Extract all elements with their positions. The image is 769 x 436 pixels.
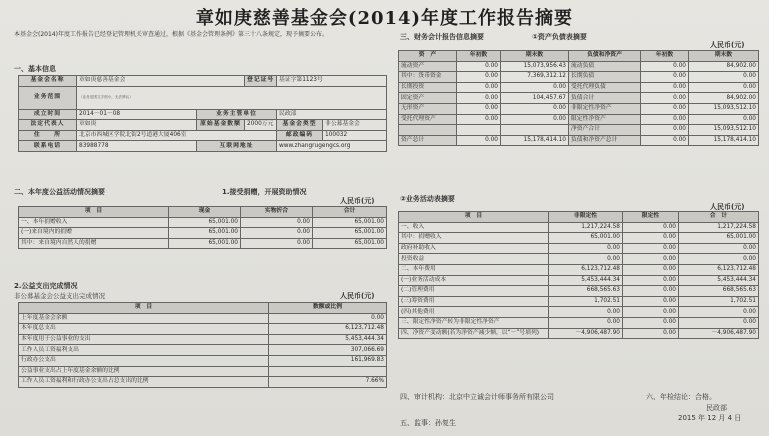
row-label-cell: (一)业务活动成本 [399,275,549,286]
value-cell: 0.00 [501,82,569,93]
column-header: 限定性 [623,212,679,223]
value-cell: 65,001.00 [549,233,623,244]
finance-heading: 三、财务会计报告信息摘要 [400,33,484,41]
value-cell: 非公募基金会 [323,120,387,131]
table-row [399,93,759,104]
value-cell: 0.00 [641,82,689,93]
table-row [399,286,759,297]
value-cell: 0.00 [623,328,679,339]
value-cell: 1,217,224.58 [549,222,623,233]
table-row [399,307,759,318]
row-label-cell: 长期投资 [399,82,457,93]
label-cell: 基金会类型 [277,120,323,131]
value-cell: 0.00 [457,135,501,146]
value-cell: 2000万元 [245,120,277,131]
value-cell: 15,093,512.10 [689,125,759,136]
value-cell: 0.00 [623,222,679,233]
value-cell [501,125,569,136]
label-cell: 登记证号 [245,76,277,87]
value-cell: 0.00 [549,307,623,318]
row-label-cell [399,125,457,136]
issue-date: 2015 年 12 月 4 日 [678,414,742,422]
row-label-cell: 政府补助收入 [399,243,549,254]
value-cell: 0.00 [679,307,759,318]
basic-row [19,86,387,109]
value-cell: 15,178,414.10 [501,135,569,146]
value-cell: 5,453,444.34 [549,275,623,286]
value-cell: 100032 [323,130,387,141]
value-cell: －4,906,487.90 [549,328,623,339]
value-cell: 0.00 [549,254,623,265]
value-cell: 0.00 [501,103,569,114]
label-cell: 业务主管单位 [197,109,277,120]
table-row [399,125,759,136]
value-cell: 15,073,956.43 [501,61,569,72]
value-cell: 65,001.00 [313,238,387,249]
value-cell: 0.00 [689,72,759,83]
table-header [19,207,387,218]
value-cell: 0.00 [241,238,313,249]
value-cell: 0.00 [679,317,759,328]
value-cell: 65,001.00 [313,217,387,228]
value-cell: 0.00 [457,82,501,93]
value-cell: 0.00 [457,93,501,104]
row-label-cell: 其中：来自境内自然人的捐赠 [19,238,169,249]
label-cell: 成立时间 [19,109,77,120]
value-cell: 2014－01－08 [77,109,197,120]
column-header: 期末数 [689,51,759,62]
page-title: 章如庚慈善基金会(2014)年度工作报告摘要 [195,8,574,29]
income-statement-table [398,211,759,339]
inspection-result: 六、年检结论：合格。 [646,393,716,401]
value-cell: 0.00 [623,296,679,307]
value-cell: 1,702.51 [549,296,623,307]
balance-subheading: ①资产负债表摘要 [532,33,587,41]
row-label-cell: 投资收益 [399,254,549,265]
value-cell: 15,093,512.10 [689,103,759,114]
value-cell: 84,902.00 [689,93,759,104]
value-cell: 0.00 [501,114,569,125]
row-label-cell: (二)管理费用 [399,286,549,297]
value-cell: 0.00 [549,243,623,254]
activity-heading: 二、本年度公益活动情况摘要 [14,188,105,196]
table-row [399,317,759,328]
column-header: 期末数 [501,51,569,62]
table-row [19,238,387,249]
expense-unit: 人民币(元) [340,292,375,300]
column-header: 项 目 [19,207,169,218]
value-cell: （业务范围文字细小，无法辨认） [77,86,387,109]
label-cell: 原始基金数额 [197,120,245,131]
basic-row [19,120,387,131]
row-label-cell: 本年度用于公益事业的支出 [19,334,269,345]
table-row [19,217,387,228]
value-cell: 0.00 [623,307,679,318]
value-cell: 0.00 [679,254,759,265]
basic-row [19,109,387,120]
column-header: 现金 [169,207,241,218]
business-subheading: ②业务活动表摘要 [400,195,455,203]
value-cell: 0.00 [689,82,759,93]
column-header: 非限定性 [549,212,623,223]
value-cell: 0.00 [269,313,387,324]
value-cell: 83988778 [77,141,197,152]
value-cell: 65,001.00 [313,228,387,239]
row-label-cell: (一)来自境内的捐赠 [19,228,169,239]
value-cell: 0.00 [641,103,689,114]
table-row [399,222,759,233]
column-header: 年初数 [457,51,501,62]
value-cell: 161,969.83 [269,355,387,366]
finance-unit: 人民币(元) [710,41,745,49]
row-label-cell: 其中：捐赠收入 [399,233,549,244]
table-header [399,51,759,62]
value-cell: www.zhangrugengcs.org [277,141,387,152]
row-label-cell: 四、净资产变动额(若为净资产减少额，以“－”号填列) [399,328,549,339]
row-label-cell: 二、本年费用 [399,264,549,275]
value-cell: 84,902.00 [689,61,759,72]
table-row [399,254,759,265]
column-header: 负债和净资产 [569,51,641,62]
value-cell: 0.00 [457,72,501,83]
value-cell: 0.00 [641,61,689,72]
value-cell: 0.00 [457,61,501,72]
value-cell: 基证字第1123号 [277,76,387,87]
expense-subheading: 2.公益支出完成情况 [14,282,78,290]
column-header: 项 目 [19,303,269,314]
basic-row [19,130,387,141]
table-row [399,243,759,254]
value-cell: －4,906,487.90 [679,328,759,339]
value-cell: 流动负债 [569,61,641,72]
label-cell: 法定代表人 [19,120,77,131]
column-header: 实物折合 [241,207,313,218]
basic-row [19,76,387,87]
column-header: 合 计 [679,212,759,223]
table-row [399,114,759,125]
table-row [19,377,387,388]
table-header [19,303,387,314]
balance-sheet-table [398,50,759,146]
label-cell: 邮政编码 [277,130,323,141]
supervisor: 五、监事：孙复生 [400,419,456,427]
table-row [19,355,387,366]
activity-unit: 人民币(元) [340,197,375,205]
issuing-org: 民政部 [706,404,727,412]
row-label-cell: 无形资产 [399,103,457,114]
value-cell: 6,123,712.48 [549,264,623,275]
table-row [19,366,387,377]
value-cell: 65,001.00 [169,238,241,249]
row-label-cell: 三、限定性净资产转为非限定性净资产 [399,317,549,328]
value-cell: 0.00 [641,125,689,136]
label-cell: 联系电话 [19,141,77,152]
table-row [19,324,387,335]
basic-info-table [18,75,387,152]
value-cell: 民政部 [277,109,387,120]
value-cell [269,366,387,377]
table-row [399,103,759,114]
table-row [399,328,759,339]
value-cell: 0.00 [623,243,679,254]
value-cell: 0.00 [457,114,501,125]
value-cell: 0.00 [641,114,689,125]
value-cell: 0.00 [641,72,689,83]
value-cell: 0.00 [641,93,689,104]
value-cell: 0.00 [623,233,679,244]
table-row [399,275,759,286]
column-header: 合计 [313,207,387,218]
row-label-cell: (三)筹资费用 [399,296,549,307]
table-row [399,61,759,72]
table-row [19,334,387,345]
row-label-cell: 一、收入 [399,222,549,233]
value-cell: 受托代理负债 [569,82,641,93]
row-label-cell: 其中：货币资金 [399,72,457,83]
basic-row [19,141,387,152]
value-cell: 5,453,444.34 [679,275,759,286]
value-cell: 负债和净资产总计 [569,135,641,146]
row-label-cell: 行政办公支出 [19,355,269,366]
value-cell: 15,178,414.10 [689,135,759,146]
label-cell: 基金会名称 [19,76,77,87]
table-row [399,296,759,307]
value-cell: 7.66% [269,377,387,388]
value-cell: 0.00 [623,254,679,265]
table-row [19,313,387,324]
value-cell: 65,001.00 [169,217,241,228]
column-header: 资 产 [399,51,457,62]
donation-table [18,206,387,249]
row-label-cell: 本年度总支出 [19,324,269,335]
value-cell: 0.00 [241,228,313,239]
value-cell: 307,066.69 [269,345,387,356]
audit-org: 四、审计机构：北京中立诚会计师事务所有限公司 [400,393,554,401]
business-unit: 人民币(元) [710,203,745,211]
value-cell: 0.00 [241,217,313,228]
value-cell: 负债合计 [569,93,641,104]
value-cell: 6,123,712.48 [679,264,759,275]
value-cell: 限定性净资产 [569,114,641,125]
value-cell: 104,457.67 [501,93,569,104]
row-label-cell: 固定资产 [399,93,457,104]
column-header: 年初数 [641,51,689,62]
value-cell: 7,369,312.12 [501,72,569,83]
expense-caption: 非公募基金会公益支出完成情况 [14,292,105,300]
label-cell: 业务范围 [19,86,77,109]
table-row [399,264,759,275]
value-cell: 0.00 [457,103,501,114]
value-cell: 6,123,712.48 [269,324,387,335]
value-cell [457,125,501,136]
label-cell: 互联网地址 [197,141,277,152]
label-cell: 住 所 [19,130,77,141]
table-header [399,212,759,223]
table-row [399,72,759,83]
value-cell: 0.00 [623,275,679,286]
value-cell: 章如庚 [77,120,197,131]
value-cell: 0.00 [549,317,623,328]
value-cell: 65,001.00 [169,228,241,239]
value-cell: 长期负债 [569,72,641,83]
value-cell: 5,453,444.34 [269,334,387,345]
row-label-cell: 受托代理资产 [399,114,457,125]
value-cell: 0.00 [623,286,679,297]
column-header: 数额或比例 [269,303,387,314]
row-label-cell: 上年度基金会余额 [19,313,269,324]
column-header: 项 目 [399,212,549,223]
row-label-cell: 工作人员工资福利支出 [19,345,269,356]
value-cell: 668,565.63 [679,286,759,297]
value-cell: 1,702.51 [679,296,759,307]
intro-text: 本基金会(2014)年度工作报告已经登记管理机关审查通过，根据《基金会管理条例》第三十八条规定，现予摘要公布。 [14,31,328,38]
value-cell: 章如庚慈善基金会 [77,76,245,87]
value-cell: 非限定性净资产 [569,103,641,114]
value-cell: 净资产合计 [569,125,641,136]
donation-subheading: 1.接受捐赠，开展资助情况 [222,188,307,196]
basic-info-heading: 一、基本信息 [14,65,56,73]
value-cell: 0.00 [641,135,689,146]
row-label-cell: 工作人员工资福利和行政办公支出占总支出的比例 [19,377,269,388]
expense-table [18,302,387,388]
value-cell: 0.00 [679,243,759,254]
table-row [399,233,759,244]
value-cell: 0.00 [623,317,679,328]
table-row [399,135,759,146]
value-cell: 0.00 [623,264,679,275]
table-row [399,82,759,93]
value-cell: 0.00 [689,114,759,125]
table-row [19,228,387,239]
row-label-cell: 一、本年捐赠收入 [19,217,169,228]
value-cell: 668,565.63 [549,286,623,297]
row-label-cell: (四)其他费用 [399,307,549,318]
table-row [19,345,387,356]
row-label-cell: 公益事业支出占上年度基金余额的比例 [19,366,269,377]
value-cell: 1,217,224.58 [679,222,759,233]
value-cell: 65,001.00 [679,233,759,244]
row-label-cell: 资产总计 [399,135,457,146]
value-cell: 北京市西城区学院北街2号道港大厦406室 [77,130,277,141]
row-label-cell: 流动资产 [399,61,457,72]
